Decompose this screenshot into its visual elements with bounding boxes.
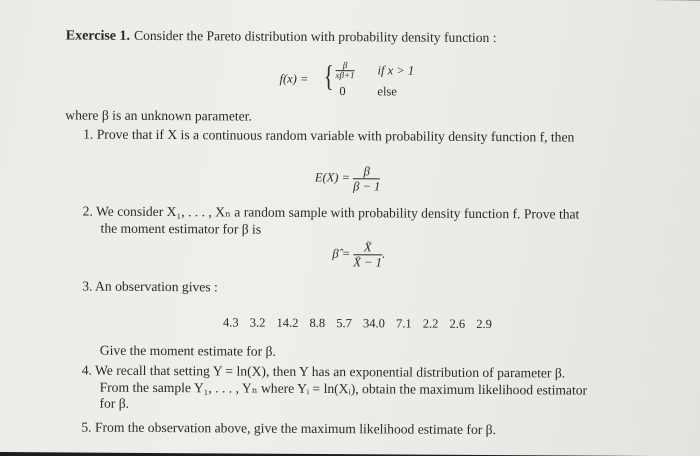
q1-eq-numerator: β (353, 164, 380, 179)
question-4-line1: We recall that setting Y = ln(X), then Y has an exponential distribution of parameter β. (95, 363, 565, 381)
question-3 (82, 279, 218, 296)
observation-value: 34.0 (363, 316, 385, 331)
q1-eq-lhs: E(X) = (315, 170, 350, 184)
observation-value: 7.1 (396, 316, 412, 331)
q2-eq-lhs: β̂ = (332, 246, 350, 260)
observation-value: 8.8 (309, 316, 325, 331)
question-4-number: 4. (82, 363, 92, 378)
question-2-line2: the moment estimator for β is (101, 221, 262, 238)
pdf-case1-denominator: xβ+1 (335, 71, 354, 80)
pdf-case1-condition: if x > 1 (378, 63, 415, 78)
question-1-text: Prove that if X is a continuous random variable with probability density function f, then (97, 127, 575, 145)
question-1-number: 1. (83, 127, 93, 142)
q2-eq-denominator: X̄ − 1 (353, 255, 382, 269)
q2-eq-numerator: X̄ (353, 240, 382, 255)
q2-eq-fraction (353, 240, 382, 269)
question-1 (83, 127, 574, 146)
question-5-number: 5. (81, 420, 91, 435)
pdf-brace: { (324, 62, 334, 92)
q1-eq-fraction (353, 164, 380, 193)
question-5-text: From the observation above, give the maximum likelihood estimate for β. (95, 420, 496, 437)
question-2-equation (332, 240, 385, 269)
where-line: where β is an unknown parameter. (65, 107, 252, 124)
q2-eq-period: . (382, 247, 385, 261)
question-5 (81, 420, 496, 439)
observation-value: 2.6 (449, 317, 465, 332)
observation-value: 2.2 (423, 317, 439, 332)
question-1-equation (315, 164, 381, 193)
question-2-number: 2. (83, 204, 93, 219)
question-4-line3: for β. (99, 396, 129, 412)
observation-value: 3.2 (250, 316, 266, 331)
q1-eq-denominator: β − 1 (353, 179, 380, 193)
observation-value: 2.9 (476, 317, 492, 332)
exercise-title: Exercise 1. (66, 28, 130, 43)
pdf-case1-fraction (335, 61, 354, 80)
observation-value: 4.3 (223, 315, 239, 330)
question-3-followup: Give the moment estimate for β. (100, 343, 276, 360)
exercise-intro: Consider the Pareto distribution with probability density function : (134, 28, 497, 45)
question-3-text: An observation gives : (95, 279, 218, 295)
pdf-case1-numerator: β (336, 61, 355, 71)
question-3-number: 3. (82, 279, 92, 294)
pdf-lhs: f(x) = (279, 72, 308, 87)
question-4-line2: From the sample Y₁, . . . , Yₙ where Yᵢ = ln(Xᵢ), obtain the maximum likelihood estimator (100, 380, 588, 399)
question-2-line1: We consider X₁, . . . , Xₙ a random sample with probability density function f. Prove that (96, 204, 579, 222)
exercise-header (66, 26, 497, 47)
observation-value: 5.7 (336, 316, 352, 331)
pdf-case2-value: 0 (339, 84, 345, 99)
question-4 (82, 363, 566, 382)
pdf-case2-condition: else (377, 84, 397, 99)
question-2 (83, 204, 580, 223)
observation-list (223, 315, 500, 332)
observation-value: 14.2 (276, 316, 298, 331)
